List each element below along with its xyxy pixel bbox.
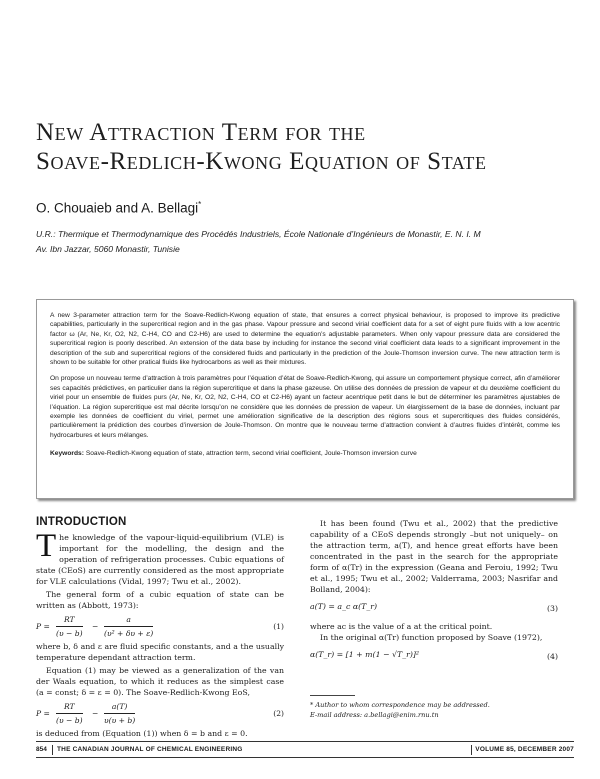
- abstract-box: [36, 299, 574, 499]
- right-column: [310, 517, 558, 667]
- footer-bottom-rule: [36, 757, 574, 758]
- article-title: [36, 118, 576, 176]
- eq4-number: (4): [546, 652, 558, 661]
- abstract-english: A new 3-parameter attraction term for the Soave-Redlich-Kwong equation of state, that ensures a correct physical behaviour, is proposed to improve its predictive capabilities, particularly in the supercritical region and in the gas phase. Vapour pressure and second virial coefficient data for a set of eight pure fluids with a low acentric factor ω (Ar, Ne, Kr, O2, N2, C-H4, CO and C2-H6) are used to determine the equation’s adjustable parameters. When only vapour pressure data are considered the supercritical region is poorly described. An extension of the data base by including for instance the second virial coefficient data leads to a significant improvement in the description of the sub and supercritical regions of the considered fluids and particularly in the prediction of the Joule-Thomson inversion curve. The new attraction term is shown to be suitable for other pratical fluids like hydrocarbons as well as their mixtures.: [50, 312, 560, 367]
- authors: [36, 200, 201, 216]
- affiliation-line-2: Av. Ibn Jazzar, 5060 Monastir, Tunisie: [36, 244, 180, 254]
- drop-cap: T: [36, 528, 57, 564]
- footnote-email: E-mail address: a.bellagi@enim.rnu.tn: [310, 711, 439, 719]
- equation-4: [310, 649, 558, 665]
- abstract-french: On propose un nouveau terme d’attraction à trois paramètres pour l’équation d’état de Soave-Redlich-Kwong, qui assure un comportement physique correct, afin d’améliorer ses capacités prédictives, en particulier dans la région supercritique et dans la phase gazeuse. On utilise des données de pression de vapeur et du deuxième coefficient du viriel pour un ensemble de fluides purs (Ar, Ne, Kr, O2, N2, C-H4, CO et C2-H6) ayant un facteur acentrique petit dans le but de déterminer les paramètres ajustables de l’équation. La région supercritique est mal décrite lorsqu’on ne considère que les données de pression de vapeur. Un élargissement de la base de données, incluant par exemple les données de coefficient du viriel, permet une amélioration significative de la description des régions sous et supercritiques des fluides considérés, particulièrement la prédiction des courbes d’inversion de Joule-Thomson. On montre que le nouveau terme d’attraction convient à d’autres fluides d’intérêt, comme les hydrocarbures et leurs mélanges.: [50, 375, 560, 439]
- page-number: 854: [36, 746, 47, 753]
- intro-paragraph-1: [36, 528, 284, 587]
- eq2-frac1-num: RT: [56, 701, 83, 714]
- author-asterisk: *: [198, 200, 202, 209]
- keywords: [50, 449, 560, 458]
- title-line-1: New Attraction Term for the: [36, 119, 366, 146]
- intro-paragraph-1-text: he knowledge of the vapour-liquid-equilibrium (VLE) is important for the modelling, the design and the operation of refrigeration processes. Cubic equations of state (CEoS) are currently considered as the most appropriate for VLE calculations (Vidal, 1997; Twu et al., 2002).: [36, 533, 284, 586]
- eq1-lhs: P =: [36, 622, 50, 631]
- eq3-number: (3): [546, 604, 558, 613]
- eq2-frac2-num: a(T): [104, 701, 135, 714]
- footnote-rule: [310, 695, 355, 696]
- affiliation-line-1: U.R.: Thermique et Thermodynamique des Procédés Industriels, École Nationale d’Ingénieurs de Monastir, E. N. I. M: [36, 229, 481, 239]
- eq2-number: (2): [273, 709, 284, 718]
- eq1-frac1-den: (υ − b): [56, 629, 83, 638]
- footer-separator-right: [471, 745, 472, 755]
- author-names: O. Chouaieb and A. Bellagi: [36, 200, 199, 216]
- footnote: [310, 700, 490, 720]
- affiliation: [36, 227, 576, 257]
- eq1-frac1-num: RT: [56, 614, 83, 627]
- left-column: [36, 517, 284, 739]
- intro-paragraph-2: The general form of a cubic equation of state can be written as (Abbott, 1973):: [36, 590, 284, 610]
- keywords-label: Keywords:: [50, 450, 84, 458]
- eq4-text: α(T_r) = [1 + m(1 − √T_r)]²: [310, 650, 420, 659]
- intro-paragraph-4: Equation (1) may be viewed as a generalization of the van der Waals equation, to which it reduces as the simplest case (a = const; δ = ε = 0). The Soave-Redlich-Kwong EoS,: [36, 666, 284, 697]
- section-heading: INTRODUCTION: [36, 516, 127, 528]
- keywords-text: Soave-Redlich-Kwong equation of state, attraction term, second virial coefficient, Joule-Thomson inversion curve: [85, 450, 417, 458]
- volume-info: VOLUME 85, DECEMBER 2007: [475, 746, 574, 753]
- footer-top-rule: [36, 741, 574, 742]
- journal-name: THE CANADIAN JOURNAL OF CHEMICAL ENGINEERING: [57, 746, 243, 753]
- eq2-fraction-1: [56, 701, 83, 726]
- right-paragraph-2: where ac is the value of a at the critical point.: [310, 622, 493, 631]
- equation-3: [310, 601, 558, 617]
- footnote-author: * Author to whom correspondence may be addressed.: [310, 701, 490, 709]
- equation-2: [36, 701, 284, 725]
- equation-1: [36, 614, 284, 638]
- eq2-fraction-2: [104, 701, 135, 726]
- title-line-2: Soave-Redlich-Kwong Equation of State: [36, 148, 487, 175]
- eq2-frac1-den: (υ − b): [56, 716, 83, 725]
- right-paragraph-3: In the original α(Tr) function proposed by Soave (1972),: [320, 633, 543, 642]
- right-paragraph-1: It has been found (Twu et al., 2002) that the predictive capability of a CEoS depends strongly –but not uniquely– on the attraction term, a(T), and hence great efforts have been concentrated in the past in the search for the appropriate form of α(Tr) in the expression (Geana and Feroiu, 1992; Twu et al., 1995; Twu et al., 2002; Valderrama, 2003; Nasrifar and Bolland, 2004):: [310, 519, 558, 594]
- eq2-frac2-den: υ(υ + b): [104, 716, 136, 725]
- intro-paragraph-5: is deduced from (Equation (1)) when δ = b and ε = 0.: [36, 729, 248, 738]
- page-footer: [36, 745, 574, 757]
- eq3-text: a(T) = a_c α(T_r): [310, 602, 377, 611]
- eq1-fraction-2: [104, 614, 153, 639]
- eq1-frac2-den: (υ² + δυ + ε): [104, 629, 154, 638]
- eq2-lhs: P =: [36, 709, 50, 718]
- intro-paragraph-3: where b, δ and ε are fluid specific constants, and a the usually temperature dependant attraction term.: [36, 642, 284, 662]
- footer-separator-left: [52, 745, 53, 755]
- eq1-minus: −: [92, 622, 99, 631]
- eq1-number: (1): [273, 622, 284, 631]
- eq1-frac2-num: a: [104, 614, 153, 627]
- eq1-fraction-1: [56, 614, 83, 639]
- eq2-minus: −: [92, 709, 99, 718]
